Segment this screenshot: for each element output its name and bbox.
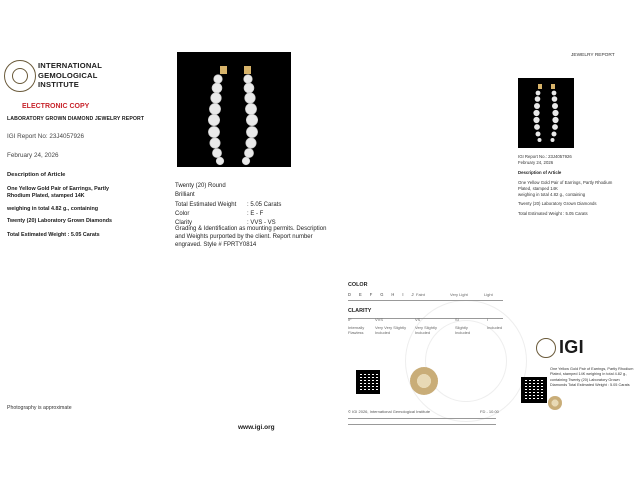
photo-note: Photography is approximate: [7, 405, 72, 411]
gold-seal-icon: [410, 367, 438, 395]
color-grade: I: [402, 292, 404, 297]
property-row: [175, 182, 335, 201]
qr-code-icon[interactable]: [521, 377, 547, 403]
website-link[interactable]: www.igi.org: [238, 424, 275, 431]
summary-date: February 24, 2026: [518, 160, 554, 166]
right-bottom-description: One Yellow Gold Pair of Earrings, Partly Rhodium Plated, stamped 14K weighing in total 4.82 g., containing Twenty (20) Laboratory Grown Diamonds Total Estimated Weight : 5.05 Carats: [550, 367, 634, 387]
earrings-image: [177, 52, 291, 167]
property-row: [175, 201, 335, 210]
comments: Grading & Identification as mounting permits. Description and Weights purported by the client. Report number engraved. Style # FPRTY0814: [175, 226, 327, 248]
description-heading: Description of Article: [7, 172, 66, 178]
description-line: Twenty (20) Laboratory Grown Diamonds: [7, 218, 113, 224]
color-grade: G: [380, 292, 384, 297]
clarity-word: Very Very Slightly Included: [375, 325, 407, 335]
clarity-grade: I: [487, 317, 489, 322]
qr-code-icon[interactable]: [356, 370, 380, 394]
jewelry-report-label: JEWELRY REPORT: [571, 53, 615, 58]
electronic-copy-label: ELECTRONIC COPY: [22, 103, 90, 110]
property-key: Twenty (20) Round Brilliant: [175, 183, 226, 199]
clarity-word: Slightly Included: [455, 325, 471, 335]
summary-desc-line: Total Estimated Weight : 5.05 Carats: [518, 210, 588, 216]
report-type: LABORATORY GROWN DIAMOND JEWELRY REPORT: [7, 116, 145, 122]
igi-logo-text: IGI: [559, 337, 584, 357]
summary-report-number: IGI Report No.: 23J4057926: [518, 154, 572, 159]
clarity-scale-title: CLARITY: [348, 308, 372, 314]
right-summary: [518, 154, 618, 217]
color-grades: [348, 292, 414, 297]
earrings-photo: [177, 52, 291, 167]
summary-desc-line: weighing in total 4.82 g., containing: [518, 192, 586, 198]
property-row: [175, 210, 335, 219]
description-line: One Yellow Gold Pair of Earrings, Partly Rhodium Plated, stamped 14K: [7, 186, 110, 200]
footer-line: [348, 418, 496, 419]
color-grade: F: [369, 292, 373, 297]
color-word: Very Light: [450, 292, 468, 297]
report-date: February 24, 2026: [7, 152, 59, 159]
org-line: INSTITUTE: [38, 80, 80, 90]
clarity-word: Internally Flawless: [348, 325, 365, 335]
summary-desc-line: One Yellow Gold Pair of Earrings, Partly Rhodium Plated, stamped 14K: [518, 179, 613, 191]
summary-desc-line: Twenty (20) Laboratory Grown Diamonds: [518, 201, 597, 207]
summary-desc-heading: Description of Article: [518, 170, 562, 176]
property-key: Color: [175, 210, 190, 217]
color-grade: D: [348, 292, 351, 297]
org-line: GEMOLOGICAL: [38, 70, 98, 80]
color-word: Faint: [416, 292, 425, 297]
color-grade: E: [358, 292, 362, 297]
gold-seal-icon: [548, 396, 562, 410]
clarity-word: Included: [487, 325, 503, 330]
color-word: Light: [484, 292, 493, 297]
clarity-grade: VS: [415, 317, 421, 322]
clarity-grade: IF: [348, 317, 352, 322]
property-value: : 5.05 Carats: [247, 201, 282, 208]
color-grade: H: [391, 292, 395, 297]
description-line: weighing in total 4.82 g., containing: [7, 206, 99, 212]
org-line: INTERNATIONAL: [38, 61, 103, 70]
grading-properties: [175, 182, 335, 228]
property-value: : E - F: [247, 210, 264, 217]
clarity-grade: VVS: [375, 317, 384, 322]
org-name: [38, 61, 128, 90]
clarity-word: Very Slightly Included: [415, 325, 438, 335]
description-line: Total Estimated Weight : 5.05 Carats: [7, 232, 100, 238]
igi-logo-seal-icon: [536, 338, 556, 358]
footer-line: [348, 424, 496, 425]
color-scale-line: [348, 300, 503, 301]
clarity-scale-line: [348, 318, 503, 319]
report-number: IGI Report No: 23J4057926: [7, 133, 85, 140]
color-grade: J: [411, 292, 414, 297]
clarity-grade: SI: [455, 317, 459, 322]
copyright-text: © IGI 2026, International Gemological Institute: [348, 409, 431, 414]
earrings-thumbnail: [518, 78, 574, 148]
earrings-thumbnail-image: [518, 78, 574, 148]
property-value: : VVS - VS: [247, 220, 276, 227]
igi-seal-logo-icon: [4, 60, 36, 92]
property-key: Clarity: [175, 220, 193, 227]
color-scale-title: COLOR: [348, 282, 368, 288]
property-value: [247, 182, 335, 201]
property-key: Total Estimated Weight: [175, 201, 237, 208]
form-code: FD - 10.00: [480, 409, 499, 414]
